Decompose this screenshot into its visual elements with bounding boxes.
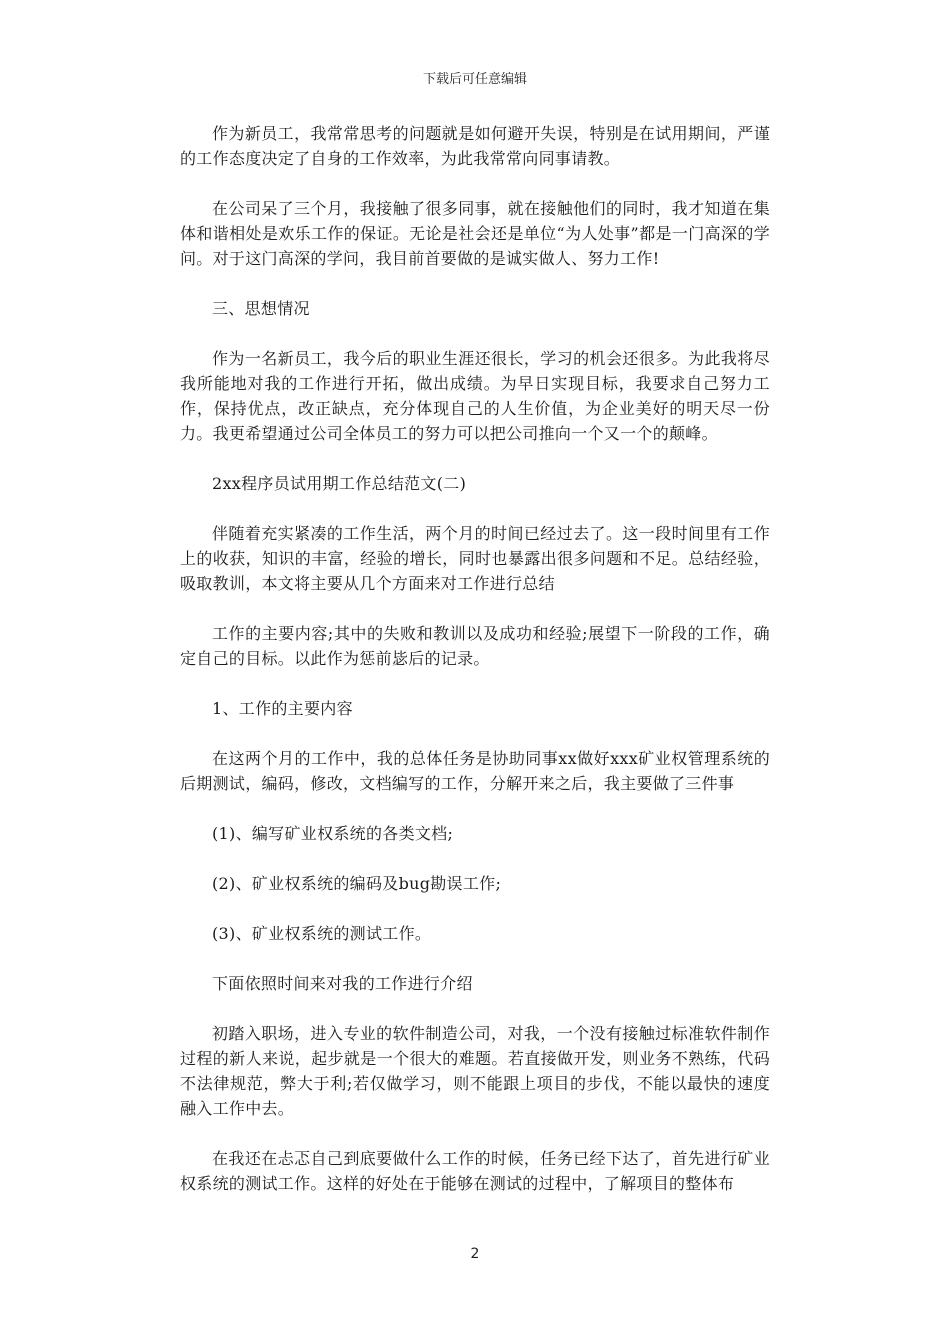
paragraph: 在我还在忐忑自己到底要做什么工作的时候，任务已经下达了，首先进行矿业权系统的测试工作。这样的好处在于能够在测试的过程中，了解项目的整体布 [180,1149,770,1193]
section-heading: 1、工作的主要内容 [212,699,353,718]
list-item: (3)、矿业权系统的测试工作。 [212,924,432,943]
paragraph: 在这两个月的工作中，我的总体任务是协助同事xx做好xxx矿业权管理系统的后期测试，编码，修改，文档编写的工作，分解开来之后，我主要做了三件事 [180,749,770,793]
list-item: (2)、矿业权系统的编码及bug勘误工作; [212,874,502,893]
page-number: 2 [470,1246,480,1262]
paragraph: 初踏入职场，进入专业的软件制造公司，对我，一个没有接触过标准软件制作过程的新人来说，起步就是一个很大的难题。若直接做开发，则业务不熟练，代码不法律规范，弊大于利;若仅做学习，则不能跟上项目的步伐，不能以最快的速度融入工作中去。 [180,1024,770,1118]
article-title: 2xx程序员试用期工作总结范文(二) [212,474,467,493]
paragraph: 伴随着充实紧凑的工作生活，两个月的时间已经过去了。这一段时间里有工作上的收获，知识的丰富，经验的增长，同时也暴露出很多问题和不足。总结经验，吸取教训，本文将主要从几个方面来对工作进行总结 [180,524,770,593]
page-header: 下载后可任意编辑 [422,72,527,87]
paragraph: 下面依照时间来对我的工作进行介绍 [212,974,473,993]
list-item: (1)、编写矿业权系统的各类文档; [212,824,454,843]
section-heading: 三、思想情况 [212,299,310,318]
paragraph: 在公司呆了三个月，我接触了很多同事，就在接触他们的同时，我才知道在集体和谐相处是欢乐工作的保证。无论是社会还是单位“为人处事”都是一门高深的学问。对于这门高深的学问，我目前首要做的是诚实做人、努力工作! [180,199,770,268]
paragraph: 作为新员工，我常常思考的问题就是如何避开失误，特别是在试用期间，严谨的工作态度决定了自身的工作效率，为此我常常向同事请教。 [180,124,770,168]
paragraph: 作为一名新员工，我今后的职业生涯还很长，学习的机会还很多。为此我将尽我所能地对我的工作进行开拓，做出成绩。为早日实现目标，我要求自己努力工作，保持优点，改正缺点，充分体现自己的人生价值，为企业美好的明天尽一份力。我更希望通过公司全体员工的努力可以把公司推向一个又一个的颠峰。 [180,349,770,443]
paragraph: 工作的主要内容;其中的失败和教训以及成功和经验;展望下一阶段的工作，确定自己的目标。以此作为惩前毖后的记录。 [180,624,770,668]
document-body [180,121,770,1221]
